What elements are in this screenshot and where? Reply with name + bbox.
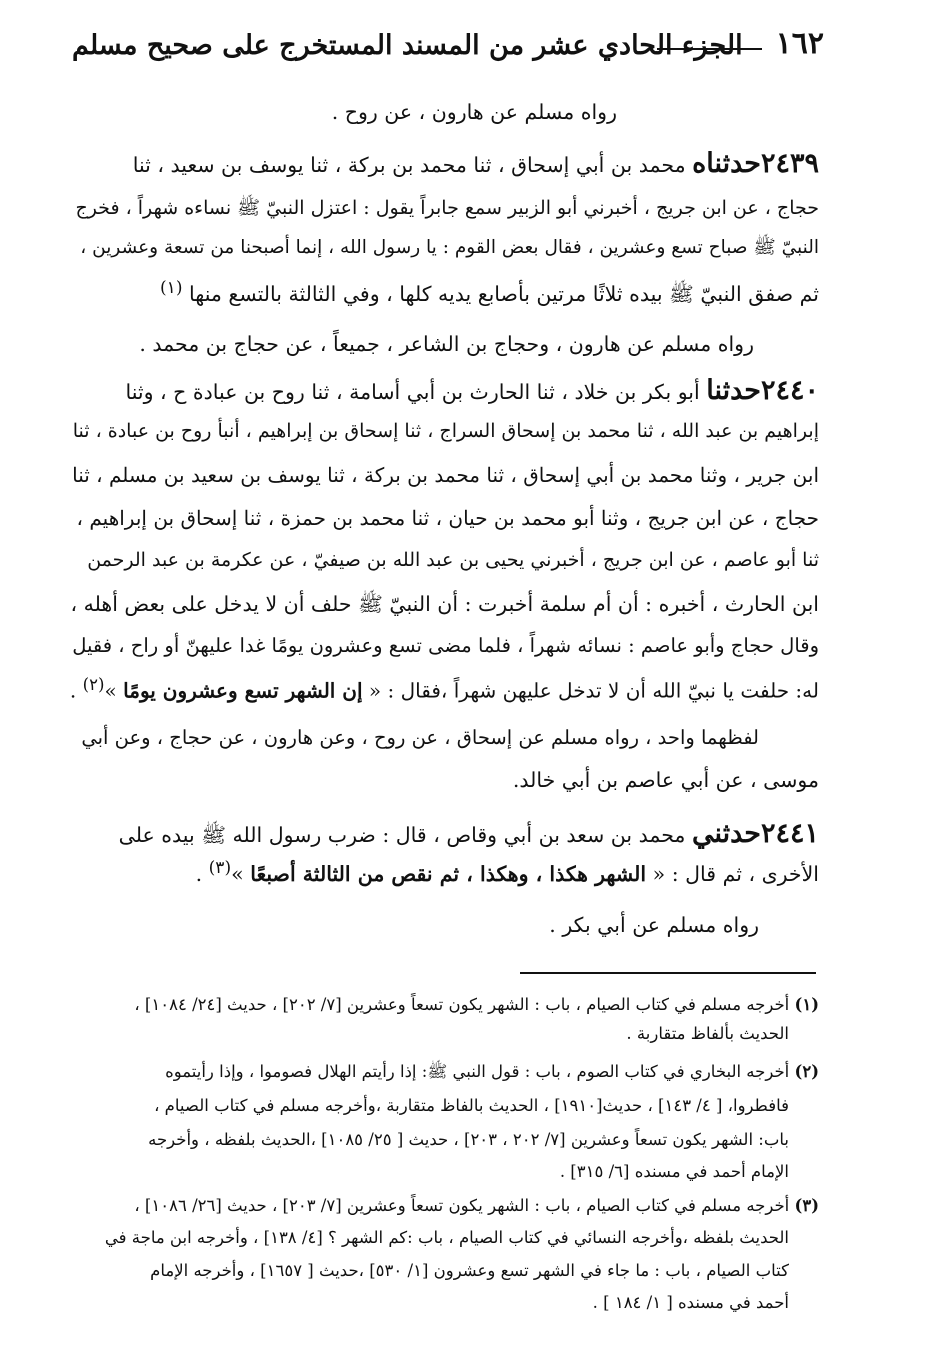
hadith-number: ٢٤٤١ (760, 818, 819, 849)
hadith-2440-line-5: ثنا أبو عاصم ، عن ابن جريج ، أخبرني يحيى بن عبد الله بن صيفيّ ، عن عكرمة بن عبد الرحمن (87, 549, 819, 571)
hadith-2440-line-4: حجاج ، عن ابن جريج ، وثنا أبو محمد بن حيان ، ثنا محمد بن حمزة ، ثنا إسحاق بن إبراهيم ، (76, 506, 819, 530)
page-number: ١٦٢ (775, 26, 824, 61)
footnote-2-line-4: الإمام أحمد في مسنده [٦/ ٣١٥] . (559, 1162, 789, 1181)
footnote-2-line-1 (165, 1062, 819, 1086)
footnote-text: أخرجه البخاري في كتاب الصوم ، باب : قول النبي ﷺ: إذا رأيتم الهلال فصوموا ، وإذا رأيتموه (165, 1062, 790, 1081)
footnote-3-line-2: الحديث بلفظه ،وأخرجه النسائي في كتاب الصيام ، باب :كم الشهر ؟ [٤/ ١٣٨] ، وأخرجه ابن ماجة في (104, 1228, 789, 1247)
paragraph-riwaya-3-line-1: لفظهما واحد ، رواه مسلم عن إسحاق ، عن روح ، وعن هارون ، عن حجاج ، وعن أبي (81, 726, 759, 749)
hadith-lead-word: حدثناه (692, 148, 761, 179)
footnote-text: أخرجه مسلم في كتاب الصيام ، باب : الشهر يكون تسعاً وعشرين [٧/ ٢٠٢] ، حديث [٢٤/ ١٠٨٤] ، (134, 995, 790, 1014)
running-title: الجزء الحادي عشر من المسند المستخرج على صحيح مسلم (72, 30, 743, 61)
hadith-2440-line-3: ابن جرير ، وثنا محمد بن أبي إسحاق ، ثنا محمد بن بركة ، ثنا يوسف بن سعيد بن مسلم ، ثنا (72, 463, 819, 487)
footnote-3-line-4: أحمد في مسنده [ ١/ ١٨٤ ] . (592, 1293, 789, 1312)
hadith-text: محمد بن أبي إسحاق ، ثنا محمد بن بركة ، ثنا يوسف بن سعيد ، ثنا (132, 153, 686, 177)
hadith-text: الأخرى ، ثم قال : « (652, 861, 819, 886)
quote-close: » (104, 678, 117, 703)
prophetic-quote: الشهر هكذا ، وهكذا ، ثم نقص من الثالثة أصبعًا (250, 861, 647, 886)
hadith-2439-line-3: النبيّ ﷺ صباح تسع وعشرين ، فقال بعض القوم : يا رسول الله ، إنما أصبحنا من تسعة وعشرين ، (80, 237, 819, 258)
hadith-text: أبو بكر بن خلاد ، ثنا الحارث بن أبي أسامة ، ثنا روح بن عبادة ح ، وثنا (125, 380, 700, 404)
paragraph-riwaya-2: رواه مسلم عن هارون ، وحجاج بن الشاعر ، جميعاً ، عن حجاج بن محمد . (139, 332, 754, 356)
hadith-2441-line-2: الأخرى ، ثم قال : « الشهر هكذا ، وهكذا ، ثم نقص من الثالثة أصبعًا »$^{(٣)}$ . (195, 858, 819, 886)
paragraph-riwaya-3-line-2: موسى ، عن أبي عاصم بن أبي خالد. (512, 768, 819, 792)
footnote-2-line-2: فافطروا، [ ٤/ ١٤٣] ، حديث[١٩١٠] ، الحديث بالفاظ متقاربة ،وأخرجه مسلم في كتاب الصيام ، (154, 1096, 789, 1115)
hadith-2439-line-4 (160, 278, 819, 312)
hadith-2439-line-1 (133, 148, 819, 179)
hadith-2440-line-7: وقال حجاج وأبو عاصم : نسائه شهراً ، فلما مضى تسع وعشرون يومًا غدا عليهنّ أو راح ، فقيل (72, 634, 819, 657)
paragraph-riwaya-1: رواه مسلم عن هارون ، عن روح . (331, 100, 617, 124)
footnote-mark: (٣) (794, 1196, 819, 1215)
footnote-mark: (١) (794, 995, 819, 1014)
footnote-3-line-1 (134, 1196, 819, 1215)
hadith-2440-line-8: له: حلفت يا نبيّ الله أن لا تدخل عليهن شهراً ،فقال : « إن الشهر تسع وعشرون يومًا »$^{(٢)}$ . (69, 675, 819, 703)
footnote-ref: (٢) (82, 675, 105, 694)
footnote-2-line-3: باب: الشهر يكون تسعاً وعشرين [٧/ ٢٠٢ ، ٢٠٣] ، حديث [ ٢٥/ ١٠٨٥] ،الحديث بلفظه ، وأخرجه (148, 1130, 789, 1149)
hadith-text: ثم صفق النبيّ ﷺ بيده ثلاثًا مرتين بأصابع يديه كلها ، وفي الثالثة بالتسع منها (189, 281, 819, 306)
footnote-ref: (١) (159, 278, 183, 298)
hadith-text: محمد بن سعد بن أبي وقاص ، قال : ضرب رسول الله ﷺ بيده على (118, 823, 686, 847)
paragraph-riwaya-4: رواه مسلم عن أبي بكر . (549, 913, 759, 937)
footnote-mark: (٢) (794, 1062, 819, 1081)
hadith-number: ٢٤٣٩ (760, 148, 819, 179)
quote-close: » (231, 861, 244, 886)
footnote-3-line-3: كتاب الصيام ، باب : ما جاء في الشهر تسع وعشرون [١/ ٥٣٠] ،حديث [ ١٦٥٧] ، وأخرجه الإمام (150, 1261, 789, 1280)
footnote-1-line-2: الحديث بألفاظ متقاربة . (626, 1024, 789, 1043)
hadith-2440-line-2: إبراهيم بن عبد الله ، ثنا محمد بن إسحاق السراج ، ثنا إسحاق بن إبراهيم ، أنبأ روح بن عبادة ، ثنا (72, 420, 819, 442)
hadith-2439-line-2: حجاج ، عن ابن جريج ، أخبرني أبو الزبير سمع جابراً يقول : اعتزل النبيّ ﷺ نساءه شهراً ، فخرج (75, 197, 819, 219)
hadith-lead-word: حدثني (691, 818, 761, 849)
hadith-text: له: حلفت يا نبيّ الله أن لا تدخل عليهن شهراً ،فقال : « (368, 678, 819, 703)
footnote-text: أخرجه مسلم في كتاب الصيام ، باب : الشهر يكون تسعاً وعشرين [٧/ ٢٠٣] ، حديث [٢٦/ ١٠٨٦] ، (134, 1196, 790, 1215)
hadith-2441-line-1 (119, 818, 819, 853)
page-header (72, 18, 824, 78)
footnote-1-line-1 (134, 995, 819, 1014)
prophetic-quote: إن الشهر تسع وعشرون يومًا (123, 678, 363, 703)
footnote-separator (520, 972, 816, 974)
hadith-2440-line-6: ابن الحارث ، أخبره : أن أم سلمة أخبرت : أن النبيّ ﷺ حلف أن لا يدخل على بعض أهله ، (70, 592, 819, 616)
hadith-number: ٢٤٤٠ (760, 375, 819, 406)
hadith-2440-line-1 (125, 375, 819, 406)
hadith-lead-word: حدثنا (706, 375, 761, 406)
footnote-ref: (٣) (208, 858, 232, 878)
